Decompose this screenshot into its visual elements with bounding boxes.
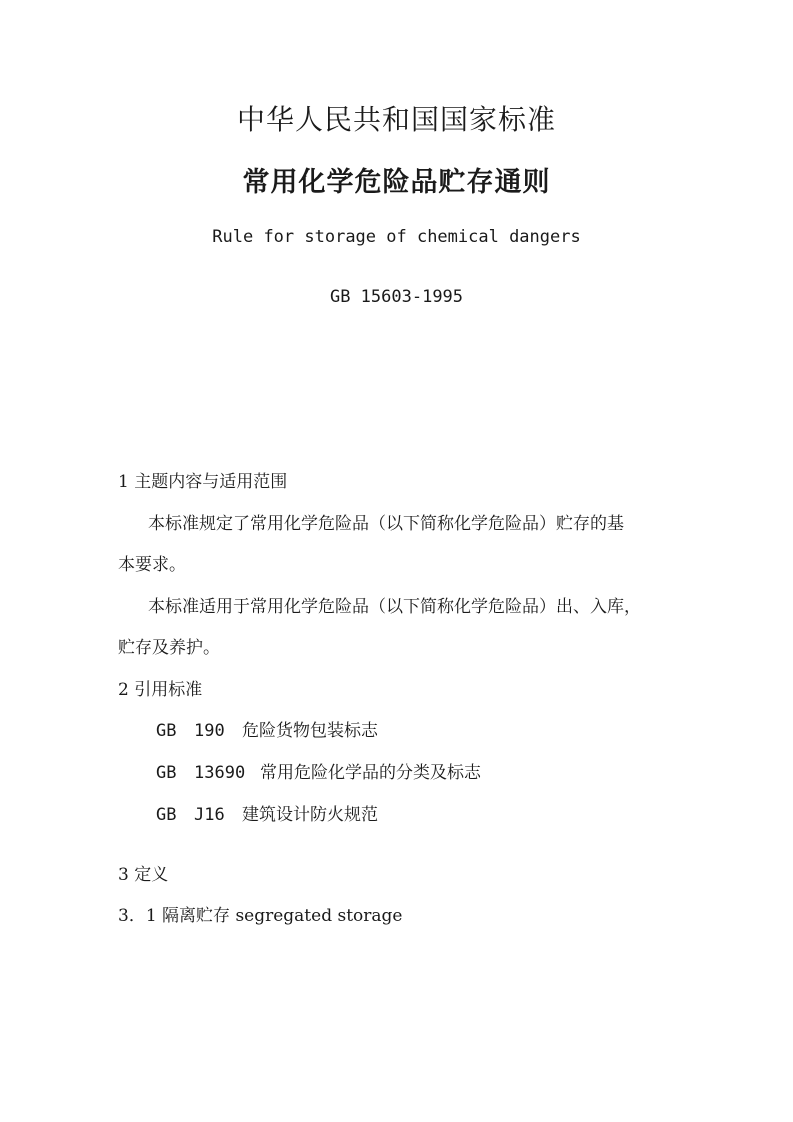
- national-standard-heading: 中华人民共和国国家标准: [236, 103, 556, 136]
- section-3-heading: 3 定义: [118, 865, 169, 885]
- section-1-paragraph-1-line-2: 本要求。: [118, 555, 186, 575]
- section-1-paragraph-1-line-1: 本标准规定了常用化学危险品（以下简称化学危险品）贮存的基: [148, 514, 624, 534]
- document-title: 常用化学危险品贮存通则: [242, 167, 551, 198]
- english-title: Rule for storage of chemical dangers: [212, 227, 581, 247]
- section-3-1-heading: 3．1 隔离贮存 segregated storage: [118, 906, 403, 926]
- reference-number: 13690: [194, 763, 246, 783]
- reference-item: [156, 716, 378, 741]
- section-1-paragraph-2-line-2: 贮存及养护。: [118, 638, 220, 658]
- reference-item: [156, 800, 378, 825]
- reference-number: 190: [194, 721, 225, 741]
- reference-prefix: GB: [156, 763, 177, 783]
- reference-item: [156, 758, 481, 783]
- reference-title: 建筑设计防火规范: [242, 805, 378, 825]
- reference-prefix: GB: [156, 805, 177, 825]
- reference-number: J16: [194, 805, 225, 825]
- reference-title: 危险货物包装标志: [242, 721, 378, 741]
- reference-title: 常用危险化学品的分类及标志: [260, 763, 481, 783]
- section-2-heading: 2 引用标准: [118, 680, 203, 700]
- standard-code: GB 15603-1995: [329, 287, 464, 307]
- reference-prefix: GB: [156, 721, 177, 741]
- section-1-paragraph-2-line-1: 本标准适用于常用化学危险品（以下简称化学危险品）出、入库，: [148, 597, 641, 617]
- section-1-heading: 1 主题内容与适用范围: [118, 472, 288, 492]
